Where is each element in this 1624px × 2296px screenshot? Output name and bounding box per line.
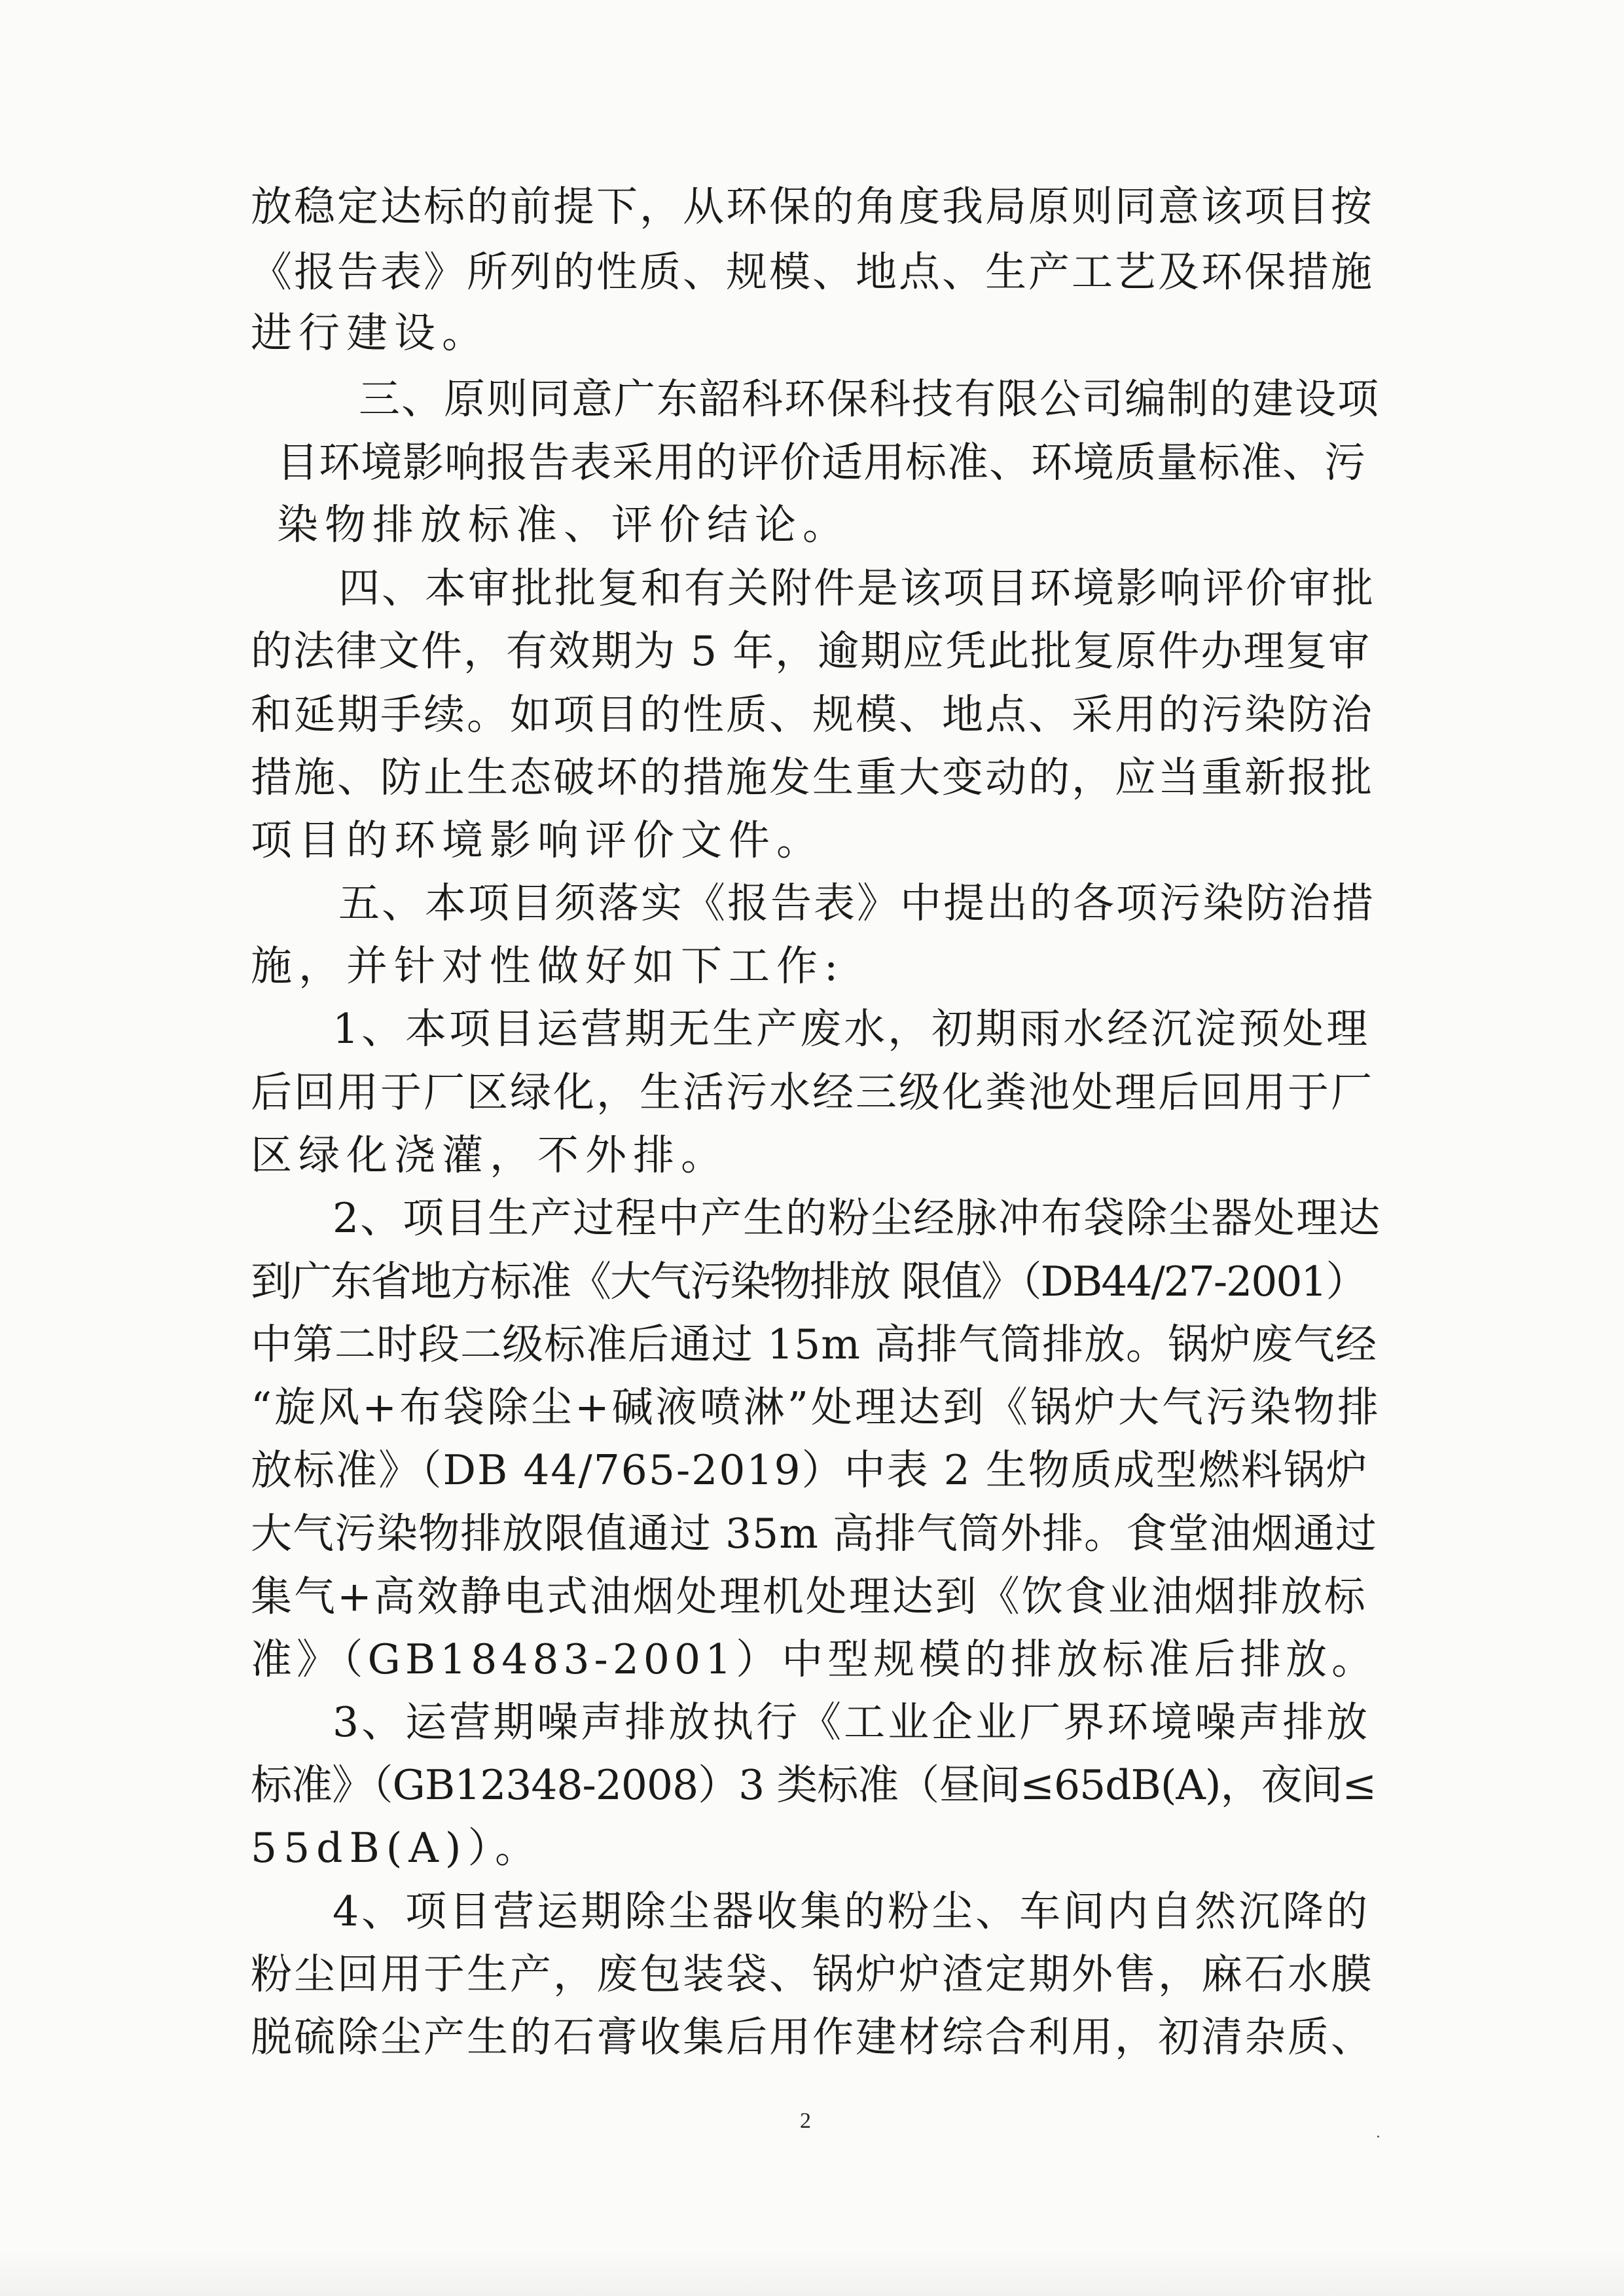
body-line: 脱硫除尘产生的石膏收集后用作建材综合利用，初清杂质、 [251, 2013, 1374, 2061]
body-line: 目环境影响报告表采用的评价适用标准、环境质量标准、污 [277, 439, 1366, 486]
body-line: 和延期手续。如项目的性质、规模、地点、采用的污染防治 [251, 691, 1374, 738]
body-line: 准》（GB18483-2001）中型规模的排放标准后排放。 [251, 1635, 1378, 1683]
page-number: 2 [800, 2109, 811, 2133]
body-line: 3、运营期噪声排放执行《工业企业厂界环境噪声排放 [333, 1698, 1371, 1746]
body-line: 集气+高效静电式油烟处理机处理达到《饮食业油烟排放标 [251, 1573, 1367, 1620]
body-line: 施，并针对性做好如下工作: [251, 942, 845, 990]
body-line: 五、本项目须落实《报告表》中提出的各项污染防治措 [338, 879, 1375, 927]
body-line: 1、本项目运营期无生产废水，初期雨水经沉淀预处理 [333, 1005, 1371, 1053]
body-line: 大气污染物排放限值通过 35m 高排气筒外排。食堂油烟通过 [251, 1510, 1377, 1558]
body-line: 后回用于厂区绿化，生活污水经三级化粪池处理后回用于厂 [251, 1068, 1374, 1116]
body-line: 《报告表》所列的性质、规模、地点、生产工艺及环保措施 [251, 248, 1374, 296]
body-line: 的法律文件，有效期为 5 年，逾期应凭此批复原件办理复审 [251, 627, 1371, 675]
body-line: 区绿化浇灌，不外排。 [251, 1131, 729, 1179]
body-line: 放标准》（DB 44/765-2019）中表 2 生物质成型燃料锅炉 [251, 1446, 1369, 1494]
scan-edge-shadow [0, 2252, 1624, 2296]
body-line: 染物排放标准、评价结论。 [277, 501, 850, 549]
body-line: 放稳定达标的前提下，从环保的角度我局原则同意该项目按 [251, 183, 1374, 230]
body-line: 措施、防止生态破坏的措施发生重大变动的，应当重新报批 [251, 754, 1374, 801]
body-line: 四、本审批批复和有关附件是该项目环境影响评价审批 [338, 564, 1375, 612]
body-line: 粉尘回用于生产，废包装袋、锅炉炉渣定期外售，麻石水膜 [251, 1950, 1374, 1998]
body-line: 到广东省地方标准《大气污染物排放 限值》（DB44/27-2001） [251, 1258, 1366, 1305]
body-line: 2、项目生产过程中产生的粉尘经脉冲布袋除尘器处理达 [333, 1194, 1382, 1242]
body-line: “旋风+布袋除尘+碱液喷淋”处理达到《锅炉大气污染物排 [251, 1383, 1381, 1431]
body-line: 标准》（GB12348-2008）3 类标准（昼间≤65dB(A)，夜间≤ [251, 1761, 1377, 1809]
body-line: 进行建设。 [251, 309, 490, 357]
body-line: 4、项目营运期除尘器收集的粉尘、车间内自然沉降的 [333, 1887, 1371, 1935]
body-line: 中第二时段二级标准后通过 15m 高排气筒排放。锅炉废气经 [251, 1321, 1377, 1368]
body-line: 三、原则同意广东韶科环保科技有限公司编制的建设项 [359, 375, 1380, 423]
body-line: 55dB(A)）。 [251, 1824, 543, 1872]
scan-speck [1377, 2136, 1379, 2138]
body-line: 项目的环境影响评价文件。 [251, 816, 824, 864]
